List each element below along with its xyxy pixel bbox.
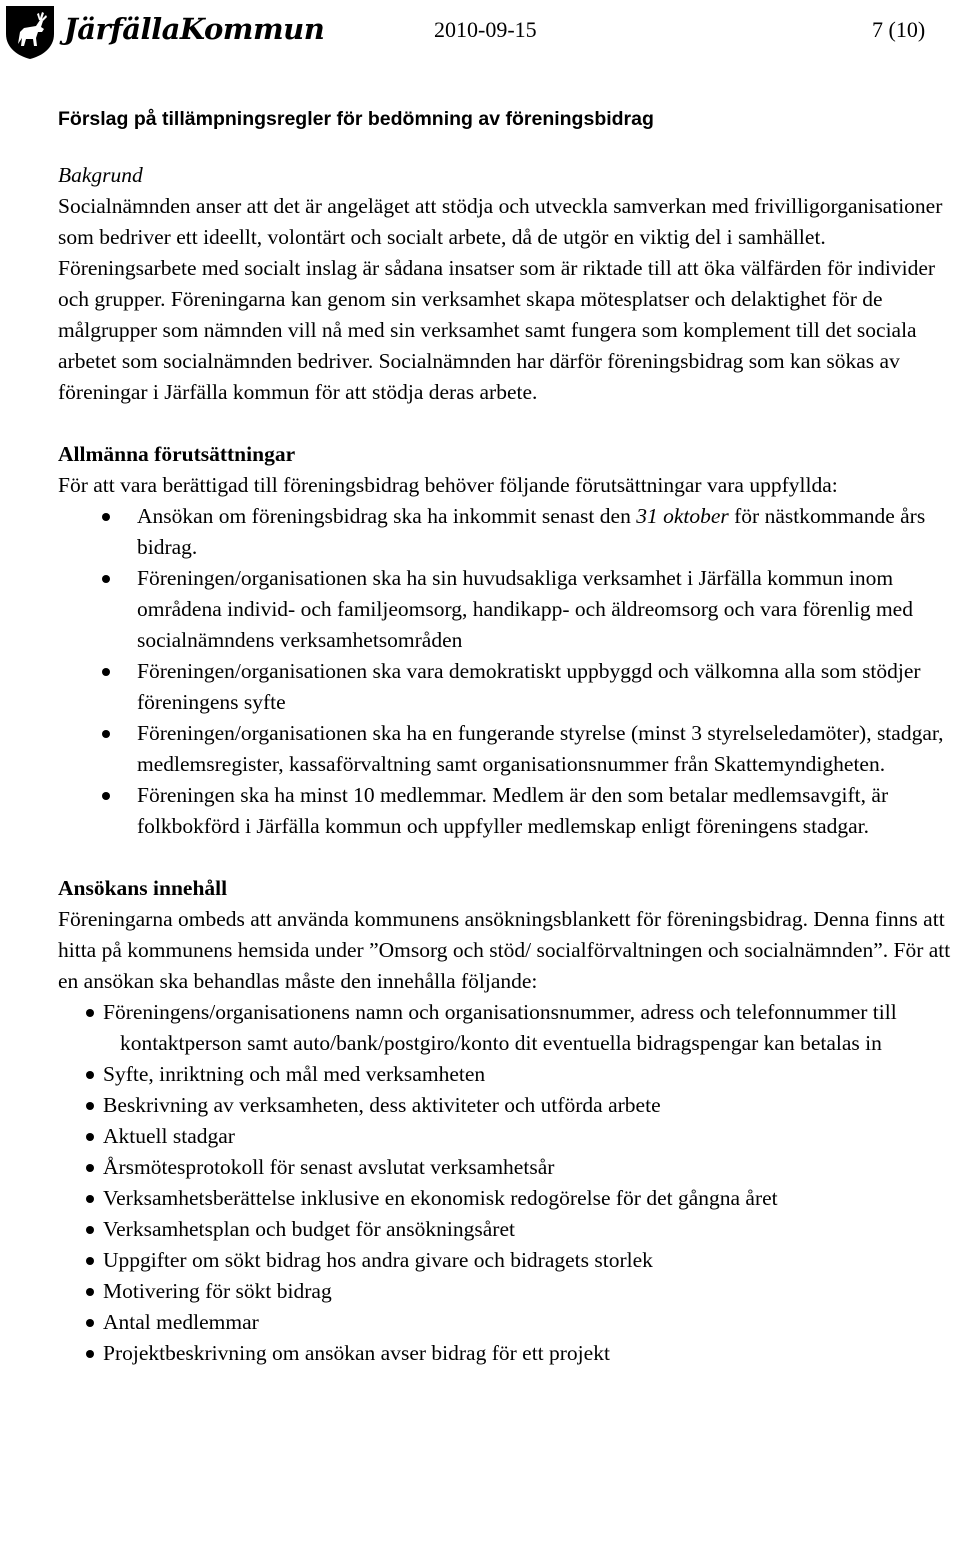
municipality-logo-text: JärfällaKommun <box>64 12 325 46</box>
page-header <box>0 0 960 66</box>
bullet-icon <box>86 1257 94 1265</box>
list-item: Årsmötesprotokoll för senast avslutat verksamhetsår <box>58 1152 958 1183</box>
list-item: Projektbeskrivning om ansökan avser bidrag för ett projekt <box>58 1338 958 1369</box>
bullet-icon <box>86 1226 94 1234</box>
list-item: Beskrivning av verksamheten, dess aktiviteter och utförda arbete <box>58 1090 958 1121</box>
allmanna-intro: För att vara berättigad till föreningsbidrag behöver följande förutsättningar vara uppfyllda: <box>58 473 838 497</box>
section-bakgrund <box>58 160 958 408</box>
bullet-icon <box>86 1195 94 1203</box>
section-allmanna-forutsattningar <box>58 439 958 842</box>
bullet-icon <box>86 1164 94 1172</box>
bakgrund-paragraph: Socialnämnden anser att det är angeläget att stödja och utveckla samverkan med frivilligorganisationer som bedriver ett ideellt, volontärt och socialt arbete, då de utgör en viktig del i samhället. Föreningsarbete med socialt inslag är sådana insatser som är riktade till att öka välfärden för individer och grupper. Föreningarna kan genom sin verksamhet skapa mötesplatser och delaktighet för de målgrupper som nämnden vill nå med sin verksamhet samt fungera som komplement till det sociala arbetet som socialnämnden bedriver. Socialnämnden har därför föreningsbidrag som kan sökas av föreningar i Järfälla kommun för att stödja deras arbete. <box>58 194 943 404</box>
document-title: Förslag på tillämpningsregler för bedömning av föreningsbidrag <box>58 108 654 130</box>
bullet-icon <box>102 792 110 800</box>
list-item: Föreningen ska ha minst 10 medlemmar. Medlem är den som betalar medlemsavgift, är folkbokförd i Järfälla kommun och uppfyller medlemskap enligt föreningens stadgar. <box>58 780 958 842</box>
bullet-icon <box>86 1071 94 1079</box>
municipality-crest-icon <box>4 4 56 60</box>
header-page-number: 7 (10) <box>872 17 926 42</box>
section-heading-ansokan: Ansökans innehåll <box>58 876 228 900</box>
bullet-icon <box>86 1319 94 1327</box>
bullet-icon <box>86 1009 94 1017</box>
ansokan-intro: Föreningarna ombeds att använda kommunens ansökningsblankett för föreningsbidrag. Denna finns att hitta på kommunens hemsida under ”Omsorg och stöd/ socialförvaltningen och socialnämnden”. För att en ansökan ska behandlas måste den innehålla följande: <box>58 907 951 993</box>
bullet-icon <box>86 1133 94 1141</box>
section-heading-allmanna: Allmänna förutsättningar <box>58 442 296 466</box>
bullet-icon <box>102 730 110 738</box>
ansokan-bullet-list <box>58 997 958 1369</box>
list-item: Verksamhetsberättelse inklusive en ekonomisk redogörelse för det gångna året <box>58 1183 958 1214</box>
list-item: Föreningen/organisationen ska ha en fungerande styrelse (minst 3 styrelseledamöter), stadgar, medlemsregister, kassaförvaltning samt organisationsnummer från Skattemyndigheten. <box>58 718 958 780</box>
bullet-icon <box>86 1350 94 1358</box>
list-item: Antal medlemmar <box>58 1307 958 1338</box>
allmanna-bullet-list <box>58 501 958 842</box>
bullet-icon <box>86 1288 94 1296</box>
list-item: Ansökan om föreningsbidrag ska ha inkommit senast den 31 oktober för nästkommande års bidrag. <box>58 501 958 563</box>
list-item: Föreningen/organisationen ska vara demokratiskt uppbyggd och välkomna alla som stödjer föreningens syfte <box>58 656 958 718</box>
list-item: Syfte, inriktning och mål med verksamheten <box>58 1059 958 1090</box>
list-item: Aktuell stadgar <box>58 1121 958 1152</box>
section-ansokans-innehall <box>58 873 958 1369</box>
document-body <box>58 104 958 1369</box>
list-item: Motivering för sökt bidrag <box>58 1276 958 1307</box>
list-item: Föreningen/organisationen ska ha sin huvudsakliga verksamhet i Järfälla kommun inom områdena individ- och familjeomsorg, handikapp- och äldreomsorg och vara förenlig med socialnämndens verksamhetsområden <box>58 563 958 656</box>
list-item: Föreningens/organisationens namn och organisationsnummer, adress och telefonnummer till kontaktperson samt auto/bank/postgiro/konto dit eventuella bidragspengar kan betalas in <box>58 997 958 1059</box>
header-date: 2010-09-15 <box>434 17 537 42</box>
list-item: Verksamhetsplan och budget för ansökningsåret <box>58 1214 958 1245</box>
bullet-icon <box>102 668 110 676</box>
section-heading-bakgrund: Bakgrund <box>58 163 143 187</box>
bullet-icon <box>102 575 110 583</box>
bullet-icon <box>102 513 110 521</box>
bullet-icon <box>86 1102 94 1110</box>
list-item: Uppgifter om sökt bidrag hos andra givare och bidragets storlek <box>58 1245 958 1276</box>
